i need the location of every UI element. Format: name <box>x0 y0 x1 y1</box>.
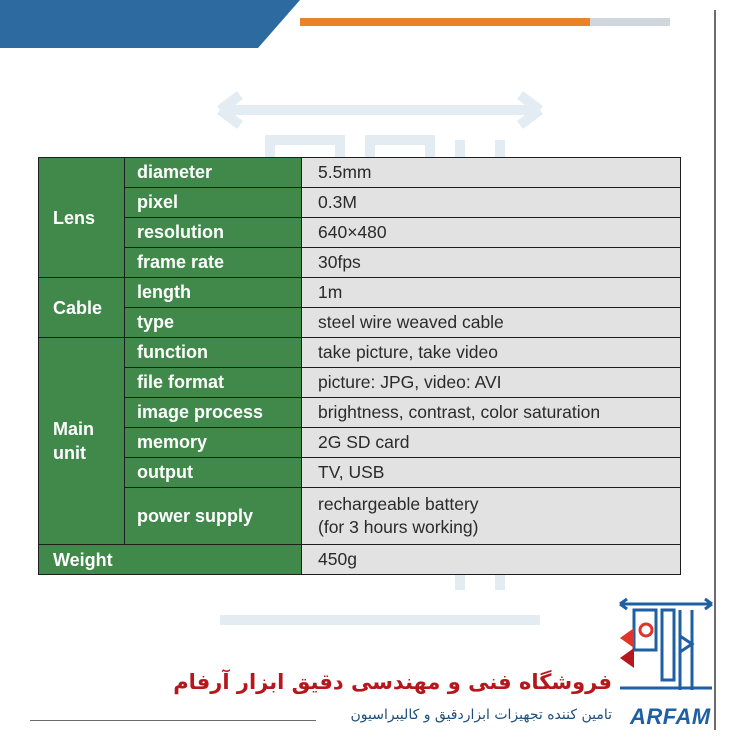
table-row <box>39 428 681 458</box>
top-orange-stripe <box>300 18 590 26</box>
attribute-label: type <box>125 308 302 338</box>
specification-table <box>38 157 681 575</box>
group-label-line: Main <box>53 419 95 439</box>
top-grey-stripe <box>590 18 670 26</box>
table-row <box>39 338 681 368</box>
attribute-value: 1m <box>302 278 681 308</box>
footer-divider <box>30 720 316 721</box>
value-line: (for 3 hours working) <box>318 517 479 537</box>
attribute-value: take picture, take video <box>302 338 681 368</box>
attribute-value <box>302 488 681 545</box>
value-line: rechargeable battery <box>318 494 479 514</box>
table-row <box>39 368 681 398</box>
attribute-label: resolution <box>125 218 302 248</box>
attribute-label: image process <box>125 398 302 428</box>
table-row <box>39 188 681 218</box>
attribute-value: 30fps <box>302 248 681 278</box>
group-label-cable: Cable <box>39 278 125 338</box>
table-row <box>39 308 681 338</box>
attribute-value: 640×480 <box>302 218 681 248</box>
group-label-main-unit <box>39 338 125 545</box>
weight-value: 450g <box>302 545 681 575</box>
group-label-line: unit <box>53 443 86 463</box>
attribute-value: TV, USB <box>302 458 681 488</box>
table-row <box>39 248 681 278</box>
attribute-label: length <box>125 278 302 308</box>
attribute-label: output <box>125 458 302 488</box>
group-label-lens: Lens <box>39 158 125 278</box>
attribute-value: steel wire weaved cable <box>302 308 681 338</box>
table-row <box>39 158 681 188</box>
attribute-label: memory <box>125 428 302 458</box>
attribute-value: brightness, contrast, color saturation <box>302 398 681 428</box>
attribute-value: 5.5mm <box>302 158 681 188</box>
table-row <box>39 488 681 545</box>
table-row <box>39 278 681 308</box>
caliper-logo-icon <box>616 596 716 696</box>
weight-label: Weight <box>39 545 302 575</box>
table-row <box>39 545 681 575</box>
attribute-label: frame rate <box>125 248 302 278</box>
attribute-value: 0.3M <box>302 188 681 218</box>
store-tagline: تامین کننده تجهیزات ابزاردقیق و کالیبراسیون <box>350 707 612 723</box>
attribute-value: 2G SD card <box>302 428 681 458</box>
attribute-value: picture: JPG, video: AVI <box>302 368 681 398</box>
attribute-label: function <box>125 338 302 368</box>
attribute-label: pixel <box>125 188 302 218</box>
table-row <box>39 458 681 488</box>
attribute-label: diameter <box>125 158 302 188</box>
table-row <box>39 398 681 428</box>
logo-text: ARFAM <box>630 704 711 729</box>
attribute-label: file format <box>125 368 302 398</box>
attribute-label: power supply <box>125 488 302 545</box>
store-name: فروشگاه فنی و مهندسی دقیق ابزار آرفام <box>173 670 612 694</box>
table-row <box>39 218 681 248</box>
top-blue-stripe <box>0 0 300 48</box>
